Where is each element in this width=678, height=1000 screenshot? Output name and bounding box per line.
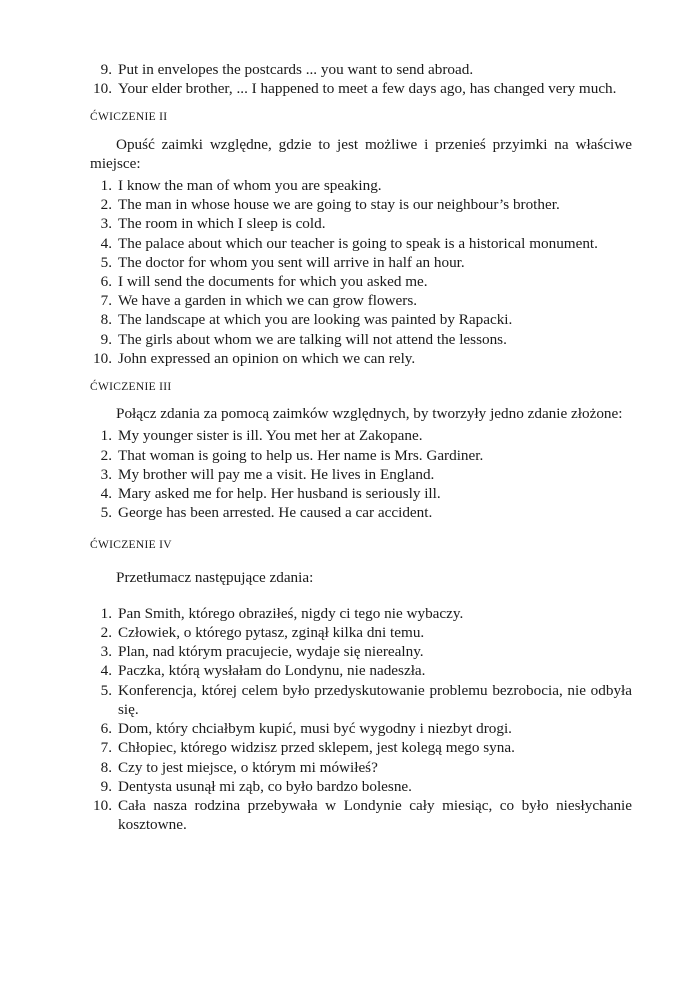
list-item [90, 60, 632, 79]
item-number: 10. [93, 80, 112, 98]
exercise-3-list [90, 426, 632, 522]
list-item [90, 758, 632, 777]
list-item [90, 349, 632, 368]
exercise-2-instruction: Opuść zaimki względne, gdzie to jest możliwe i przenieś przyimki na właściwe miejsce: [90, 135, 632, 172]
item-number: 1. [100, 177, 112, 195]
item-text: We have a garden in which we can grow flowers. [118, 292, 418, 310]
exercise-2-list [90, 176, 632, 368]
list-item [90, 310, 632, 329]
item-text: Paczka, którą wysłałam do Londynu, nie nadeszła. [118, 662, 426, 680]
item-number: 5. [100, 253, 112, 271]
item-text: The man in whose house we are going to stay is our neighbour’s brother. [118, 196, 560, 214]
item-number: 7. [100, 292, 112, 310]
item-number: 8. [100, 311, 112, 329]
item-text: Czy to jest miejsce, o którym mi mówiłeś? [118, 758, 378, 776]
item-number: 5. [100, 504, 112, 522]
list-item [90, 604, 632, 623]
item-text: The landscape at which you are looking was painted by Rapacki. [118, 311, 513, 329]
item-text: Pan Smith, którego obraziłeś, nigdy ci tego nie wybaczy. [118, 604, 464, 622]
list-item [90, 681, 632, 719]
list-item [90, 291, 632, 310]
item-number: 4. [100, 485, 112, 503]
exercise-1-continuation-list [90, 60, 632, 98]
item-text: I will send the documents for which you asked me. [118, 273, 428, 291]
list-item [90, 446, 632, 465]
exercise-3-instruction: Połącz zdania za pomocą zaimków względnych, by tworzyły jedno zdanie złożone: [116, 405, 623, 423]
list-item [90, 234, 632, 253]
item-text: The girls about whom we are talking will not attend the lessons. [118, 330, 507, 348]
item-number: 8. [100, 758, 112, 776]
exercise-4-instruction: Przetłumacz następujące zdania: [116, 568, 314, 586]
list-item [90, 253, 632, 272]
item-text: George has been arrested. He caused a car accident. [118, 504, 433, 522]
list-item [90, 272, 632, 291]
list-item [90, 465, 632, 484]
list-item [90, 719, 632, 738]
list-item [90, 330, 632, 349]
item-text: The doctor for whom you sent will arrive in half an hour. [118, 253, 465, 271]
item-text: That woman is going to help us. Her name is Mrs. Gardiner. [118, 446, 484, 464]
list-item [90, 738, 632, 757]
exercise-4-heading: ĆWICZENIE IV [90, 539, 172, 552]
item-text: I know the man of whom you are speaking. [118, 177, 382, 195]
list-item [90, 503, 632, 522]
item-text: Dom, który chciałbym kupić, musi być wygodny i niezbyt drogi. [118, 720, 512, 738]
item-text: The room in which I sleep is cold. [118, 215, 326, 233]
item-number: 10. [93, 796, 112, 814]
item-number: 3. [100, 465, 112, 483]
item-text: Put in envelopes the postcards ... you want to send abroad. [118, 61, 474, 78]
item-text: Człowiek, o którego pytasz, zginął kilka dni temu. [118, 624, 425, 642]
item-text: Mary asked me for help. Her husband is seriously ill. [118, 485, 441, 503]
item-text: Cała nasza rodzina przebywała w Londynie cały miesiąc, co było niesłychanie kosztowne. [118, 796, 632, 834]
item-number: 6. [100, 720, 112, 738]
item-number: 10. [93, 349, 112, 367]
item-text: John expressed an opinion on which we can rely. [118, 349, 416, 367]
item-text: Dentysta usunął mi ząb, co było bardzo bolesne. [118, 777, 412, 795]
list-item [90, 642, 632, 661]
item-text: My younger sister is ill. You met her at Zakopane. [118, 427, 423, 445]
list-item [90, 426, 632, 445]
item-number: 9. [100, 330, 112, 348]
item-number: 5. [100, 681, 112, 699]
list-item [90, 176, 632, 195]
list-item [90, 79, 632, 98]
item-text: Plan, nad którym pracujecie, wydaje się nierealny. [118, 643, 424, 661]
list-item [90, 214, 632, 233]
item-number: 3. [100, 215, 112, 233]
list-item [90, 661, 632, 680]
item-number: 9. [100, 777, 112, 795]
exercise-4-list [90, 604, 632, 834]
list-item [90, 623, 632, 642]
list-item [90, 484, 632, 503]
item-number: 2. [100, 446, 112, 464]
item-text: My brother will pay me a visit. He lives in England. [118, 465, 435, 483]
list-item [90, 796, 632, 834]
item-number: 7. [100, 739, 112, 757]
list-item [90, 195, 632, 214]
item-number: 1. [100, 604, 112, 622]
spacer [90, 590, 632, 604]
item-number: 9. [100, 61, 112, 78]
textbook-page [90, 60, 632, 834]
item-number: 4. [100, 234, 112, 252]
exercise-2-heading: ĆWICZENIE II [90, 111, 168, 124]
item-text: Chłopiec, którego widzisz przed sklepem, jest kolegą mego syna. [118, 739, 515, 757]
list-item [90, 777, 632, 796]
exercise-3-heading: ĆWICZENIE III [90, 381, 172, 394]
item-number: 6. [100, 273, 112, 291]
item-text: Konferencja, której celem było przedyskutowanie problemu bezrobocia, nie odbyła się. [118, 681, 632, 718]
item-number: 4. [100, 662, 112, 680]
item-number: 2. [100, 196, 112, 214]
item-number: 3. [100, 643, 112, 661]
item-number: 1. [100, 427, 112, 445]
item-text: Your elder brother, ... I happened to meet a few days ago, has changed very much. [118, 80, 617, 98]
item-text: The palace about which our teacher is going to speak is a historical monument. [118, 234, 598, 252]
item-number: 2. [100, 624, 112, 642]
